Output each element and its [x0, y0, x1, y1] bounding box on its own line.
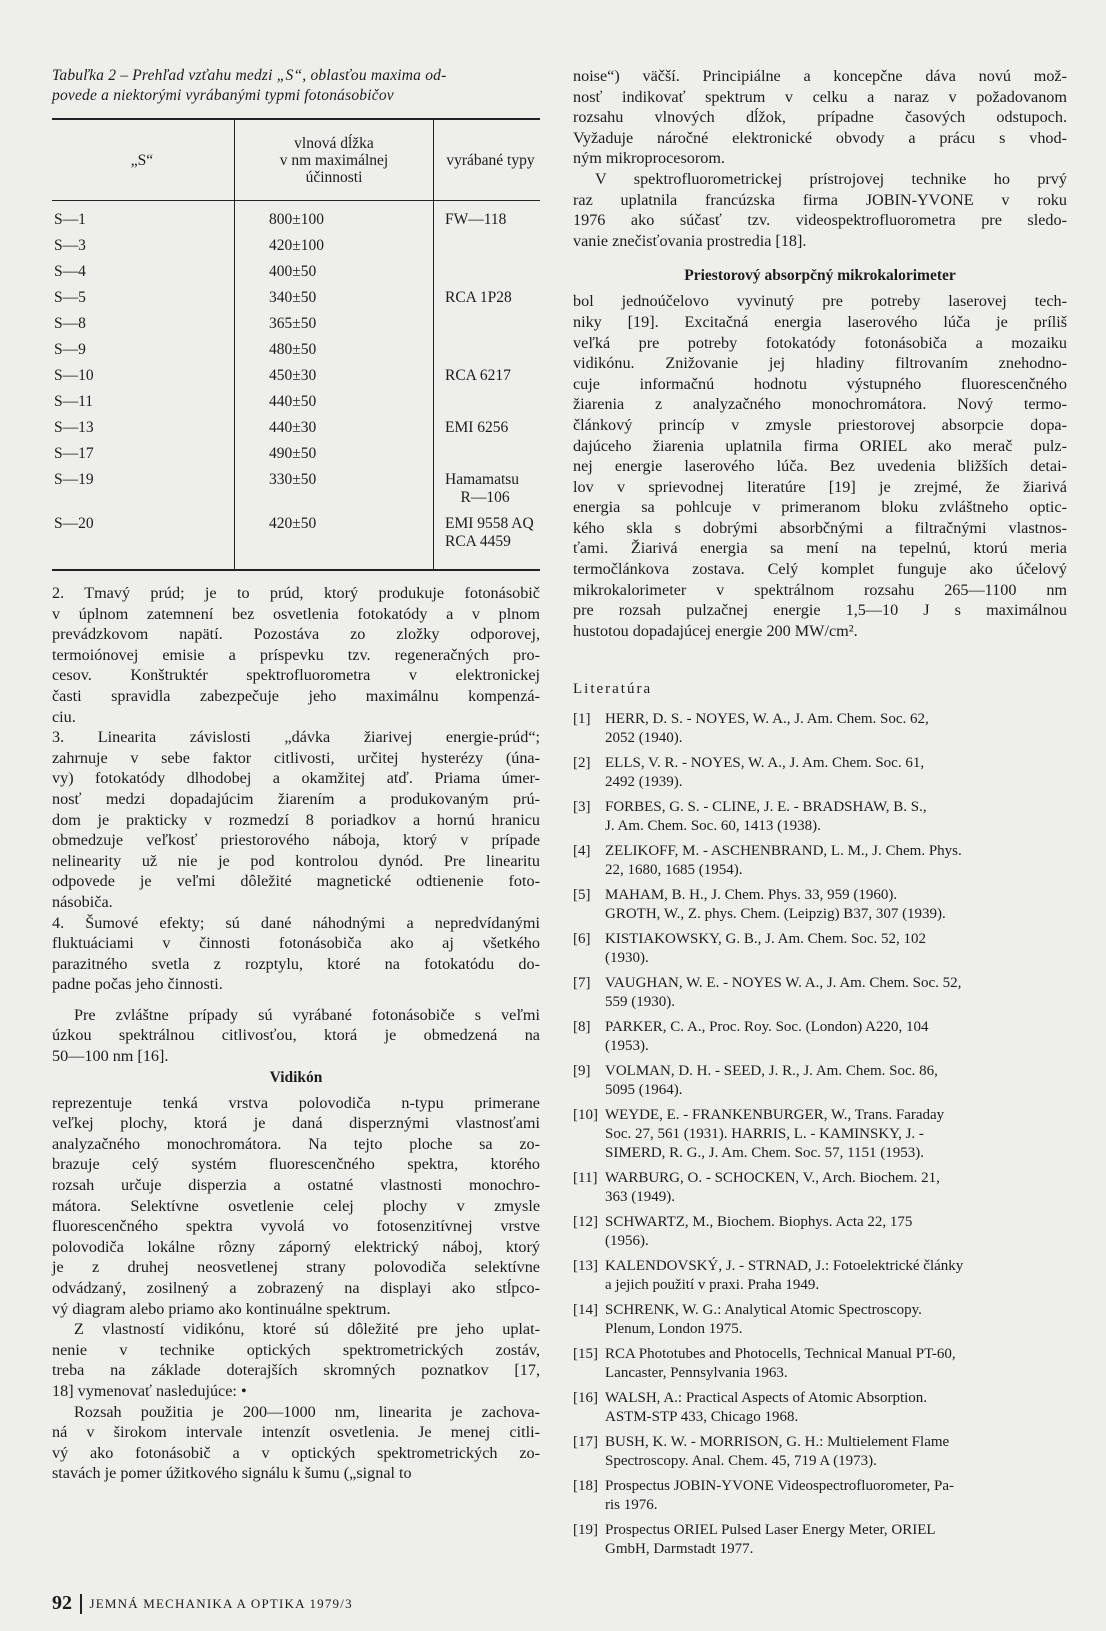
- reference-line: HERR, D. S. - NOYES, W. A., J. Am. Chem. Soc. 62,: [605, 711, 929, 728]
- paragraph: [52, 1093, 540, 1320]
- reference-line: ris 1976.: [605, 1497, 658, 1514]
- reference-line: SCHRENK, W. G.: Analytical Atomic Spectroscopy.: [605, 1302, 922, 1319]
- text-line: 1976 ako súčasť tzv. videospektrofluorometra pre sledo-: [573, 211, 1067, 230]
- reference-item: [573, 754, 1067, 792]
- text-line: cuje informačnú hodnotu výstupného fluorescenčného: [573, 374, 1067, 393]
- cell-s: S—13: [54, 419, 94, 436]
- cell-types: [434, 237, 541, 263]
- text-line: polovodiča lokálne rôzny záporný elektrický náboj, ktorý: [52, 1237, 540, 1256]
- vidikon-heading: Vidikón: [269, 1068, 323, 1086]
- cell-wavelength: 365±50: [235, 315, 434, 341]
- reference-item: [573, 798, 1067, 836]
- text-line: dajúceho žiarenia uplatnila firma ORIEL ako merač pulz-: [573, 436, 1067, 455]
- text-line: treba na základe doterajších skromných poznatkov [17,: [52, 1361, 540, 1380]
- cell-wavelength: 450±30: [235, 367, 434, 393]
- journal-title: JEMNÁ MECHANIKA A OPTIKA 1979/3: [89, 1595, 353, 1611]
- text-line: fluktuáciami v činnosti fotonásobiča ako aj všetkého: [52, 934, 540, 953]
- table-row: [52, 315, 540, 341]
- text-line: úzkou spektrálnou citlivosťou, ktorá je obmedzená na: [52, 1026, 540, 1045]
- text-line: parazitného svetla z rozptylu, ktoré na fotokatódu do-: [52, 954, 540, 973]
- reference-line: Lancaster, Pennsylvania 1963.: [605, 1365, 788, 1382]
- reference-text: [605, 1062, 1067, 1100]
- text-line: ciu.: [52, 707, 76, 726]
- text-line: veľká pre potreby fotokatódy fotonásobiča a mozaiku: [573, 333, 1067, 352]
- table-row: [52, 237, 540, 263]
- text-line: stavách je pomer úžitkového signálu k šumu („signal to: [52, 1464, 412, 1483]
- text-line: je z druhej neosvetlenej strany polovodiča selektívne: [52, 1258, 540, 1277]
- text-line: zahrnuje v sebe faktor citlivosti, určitej hysterézy (úna-: [52, 748, 540, 767]
- text-line: 2. Tmavý prúd; je to prúd, ktorý produkuje fotonásobič: [52, 584, 540, 602]
- table-header-types: vyrábané typy: [434, 119, 541, 201]
- text-line: raz uplatnila francúzska firma JOBIN-YVONE v roku: [573, 190, 1067, 209]
- text-line: nosť indikovať spektrum v celku a naraz v požadovanom: [573, 87, 1067, 106]
- paragraph: [573, 169, 1067, 251]
- cell-types: [434, 263, 541, 289]
- reference-number: [7]: [573, 975, 591, 992]
- reference-line: 22, 1680, 1685 (1954).: [605, 862, 743, 879]
- reference-number: [6]: [573, 931, 591, 948]
- reference-text: [605, 1521, 1067, 1559]
- paragraph: [52, 1005, 540, 1067]
- reference-item: [573, 710, 1067, 748]
- text-line: termočlánkova zostava. Celý komplet funguje ako účelový: [573, 560, 1067, 579]
- reference-number: [16]: [573, 1390, 598, 1407]
- right-column: [573, 66, 1067, 1565]
- cell-s: S—20: [52, 515, 235, 570]
- text-line: ným mikroprocesorom.: [573, 149, 725, 168]
- cell-types: EMI 9558 AQ RCA 4459: [434, 515, 541, 570]
- cell-types: EMI 6256: [445, 419, 509, 436]
- table-header-s: „S“: [52, 119, 235, 201]
- reference-line: Plenum, London 1975.: [605, 1321, 743, 1338]
- cell-s: S—1: [54, 211, 86, 228]
- reference-number: [3]: [573, 799, 591, 816]
- reference-text: [605, 1433, 1067, 1471]
- text-line: bol jednoúčelovo vyvinutý pre potreby laserovej tech-: [573, 292, 1067, 311]
- cell-types: RCA 1P28: [445, 289, 512, 306]
- reference-line: ZELIKOFF, M. - ASCHENBRAND, L. M., J. Chem. Phys.: [605, 843, 962, 860]
- reference-number: [11]: [573, 1170, 598, 1187]
- text-line: vy) fotokatódy dlhodobej a okamžitej atď. Priama úmer-: [52, 769, 540, 788]
- reference-item: [573, 1521, 1067, 1559]
- reference-line: FORBES, G. S. - CLINE, J. E. - BRADSHAW, B. S.,: [605, 799, 927, 816]
- reference-line: RCA Phototubes and Photocells, Technical Manual PT-60,: [605, 1346, 956, 1363]
- reference-line: a jejich použití v praxi. Praha 1949.: [605, 1277, 820, 1294]
- text-line: nelinearity už nie je pod kontrolou dynód. Pre linearitu: [52, 851, 540, 870]
- reference-text: [605, 886, 1067, 924]
- reference-number: [13]: [573, 1258, 598, 1275]
- reference-number: [4]: [573, 843, 591, 860]
- text-line: hustotou dopadajúcej energie 200 MW/cm².: [573, 621, 858, 640]
- reference-line: (1930).: [605, 950, 649, 967]
- reference-text: [605, 1389, 1067, 1427]
- text-line: Vyžaduje náročné elektronické obvody a prácu s vhod-: [573, 128, 1067, 147]
- table-row: [52, 289, 540, 315]
- text-line: žiarenia z analyzačného monochromátora. Nový termo-: [573, 395, 1067, 414]
- reference-line: ASTM-STP 433, Chicago 1968.: [605, 1409, 799, 1426]
- text-line: 3. Linearita závislosti „dávka žiarivej energie-prúd“;: [52, 728, 540, 747]
- reference-line: 5095 (1964).: [605, 1082, 683, 1099]
- photomultiplier-table: [52, 118, 540, 571]
- paragraph: [52, 913, 540, 995]
- text-line: mikrokalorimeter v spektrálnom rozsahu 265—1100 nm: [573, 580, 1067, 599]
- page-number: 92: [52, 1592, 72, 1614]
- text-line: nosť medzi dopadajúcim žiarením a produkovaným prú-: [52, 789, 540, 808]
- reference-line: WALSH, A.: Practical Aspects of Atomic Absorption.: [605, 1390, 928, 1407]
- text-line: kého skla s dobrými absorbčnými a filtračnými vlastnos-: [573, 518, 1067, 537]
- reference-text: [605, 754, 1067, 792]
- text-line: termoiónovej emisie a príspevku tzv. regeneračných pro-: [52, 645, 540, 664]
- caption-line: povede a niektorými vyrábanými typmi fotonásobičov: [52, 87, 394, 104]
- reference-text: [605, 798, 1067, 836]
- cell-wavelength: 420±50: [235, 515, 434, 570]
- text-line: vý diagram alebo priamo ako kontinuálne spektrum.: [52, 1299, 391, 1318]
- reference-number: [9]: [573, 1063, 591, 1080]
- text-line: vý ako fotonásobič a v optických spektrometrických zo-: [52, 1443, 540, 1462]
- reference-line: VAUGHAN, W. E. - NOYES W. A., J. Am. Chem. Soc. 52,: [605, 975, 962, 992]
- reference-line: GmbH, Darmstadt 1977.: [605, 1541, 754, 1558]
- text-line: padne počas jeho činnosti.: [52, 975, 223, 994]
- table-row: [52, 515, 540, 570]
- table-header-wavelength: vlnová dĺžka v nm maximálnej účinnosti: [235, 119, 434, 201]
- reference-text: [605, 1477, 1067, 1515]
- paragraph: [52, 583, 540, 727]
- reference-item: [573, 1018, 1067, 1056]
- reference-text: [605, 710, 1067, 748]
- cell-wavelength: 400±50: [235, 263, 434, 289]
- reference-text: [605, 930, 1067, 968]
- cell-s: S—5: [54, 289, 86, 306]
- reference-text: [605, 1213, 1067, 1251]
- table-caption: [52, 66, 540, 106]
- reference-item: [573, 1169, 1067, 1207]
- reference-line: J. Am. Chem. Soc. 60, 1413 (1938).: [605, 818, 821, 835]
- cell-wavelength: 800±100: [235, 201, 434, 238]
- table-row: [52, 445, 540, 471]
- reference-line: 363 (1949).: [605, 1189, 675, 1206]
- reference-item: [573, 1257, 1067, 1295]
- reference-line: ELLS, V. R. - NOYES, W. A., J. Am. Chem. Soc. 61,: [605, 755, 925, 772]
- paragraph: [573, 291, 1067, 641]
- cell-types: Hamamatsu R—106: [445, 471, 520, 506]
- left-text: [52, 583, 540, 1067]
- mikrokalorimeter-heading: Priestorový absorpčný mikrokalorimeter: [684, 267, 956, 285]
- reference-line: WARBURG, O. - SCHOCKEN, V., Arch. Biochem. 21,: [605, 1170, 940, 1187]
- text-line: časti spravidla zabezpečuje jeho maximálnu kompenzá-: [52, 686, 540, 705]
- text-line: energia sa pohlcuje v primeranom bloku zvláštneho optic-: [573, 498, 1067, 517]
- table-row: [52, 263, 540, 289]
- reference-item: [573, 1213, 1067, 1251]
- cell-s: S—10: [54, 367, 94, 384]
- reference-line: 2492 (1939).: [605, 774, 683, 791]
- text-line: cesov. Konštruktér spektrofluorometra v elektronickej: [52, 666, 540, 685]
- reference-number: [14]: [573, 1302, 598, 1319]
- reference-list: [573, 710, 1067, 1559]
- reference-line: 2052 (1940).: [605, 730, 683, 747]
- footer-divider: [80, 1594, 82, 1614]
- table-row: [52, 367, 540, 393]
- cell-wavelength: 440±30: [235, 419, 434, 445]
- cell-s: S—4: [54, 263, 86, 280]
- text-line: Z vlastností vidikónu, ktoré sú dôležité pre jeho uplat-: [74, 1320, 540, 1339]
- reference-item: [573, 1301, 1067, 1339]
- paragraph: [52, 727, 540, 912]
- reference-number: [15]: [573, 1346, 598, 1363]
- vidikon-text: [52, 1093, 540, 1484]
- paragraph: [573, 66, 1067, 169]
- table-row: [52, 341, 540, 367]
- cell-wavelength: 490±50: [235, 445, 434, 471]
- reference-number: [8]: [573, 1019, 591, 1036]
- reference-line: (1953).: [605, 1038, 649, 1055]
- reference-item: [573, 1106, 1067, 1163]
- reference-number: [10]: [573, 1107, 598, 1124]
- right-text: [573, 66, 1067, 251]
- reference-number: [18]: [573, 1478, 598, 1495]
- literature-heading: Literatúra: [573, 681, 653, 698]
- reference-line: Prospectus ORIEL Pulsed Laser Energy Meter, ORIEL: [605, 1522, 936, 1539]
- reference-item: [573, 930, 1067, 968]
- reference-text: [605, 1257, 1067, 1295]
- cell-types: [434, 341, 541, 367]
- paragraph: [52, 1319, 540, 1401]
- reference-number: [1]: [573, 711, 591, 728]
- text-line: nenie v technike optických spektrometrických zostáv,: [52, 1340, 540, 1359]
- reference-line: SCHWARTZ, M., Biochem. Biophys. Acta 22, 175: [605, 1214, 913, 1231]
- reference-line: BUSH, K. W. - MORRISON, G. H.: Multielement Flame: [605, 1434, 950, 1451]
- text-line: rozsahu vlnových dĺžok, prípadne časových odstupoch.: [573, 108, 1067, 127]
- mikrokalorimeter-text: [573, 291, 1067, 641]
- reference-text: [605, 1018, 1067, 1056]
- text-line: odpovede je veľmi dôležité magnetické odtienenie foto-: [52, 872, 540, 891]
- reference-item: [573, 1345, 1067, 1383]
- text-line: násobiča.: [52, 892, 113, 911]
- text-line: odvádzaný, zosilnený a zobrazený na displayi ako stĺpco-: [52, 1279, 540, 1297]
- text-line: nej energie laserového lúča. Bez uvedenia bližších detai-: [573, 457, 1067, 476]
- text-line: niky [19]. Excitačná energia laserového lúča je príliš: [573, 312, 1067, 331]
- reference-line: 559 (1930).: [605, 994, 675, 1011]
- cell-types: FW—118: [445, 211, 507, 228]
- reference-line: GROTH, W., Z. phys. Chem. (Leipzig) B37, 307 (1939).: [605, 906, 946, 923]
- text-line: 4. Šumové efekty; sú dané náhodnými a nepredvídanými: [52, 913, 540, 932]
- reference-text: [605, 1169, 1067, 1207]
- reference-line: Prospectus JOBIN-YVONE Videospectrofluorometer, Pa-: [605, 1478, 954, 1495]
- reference-line: Soc. 27, 561 (1931). HARRIS, L. - KAMINSKY, J. -: [605, 1126, 924, 1143]
- cell-s: S—9: [54, 341, 86, 358]
- cell-wavelength: 340±50: [235, 289, 434, 315]
- cell-types: [434, 393, 541, 419]
- page-footer: [52, 1592, 353, 1615]
- cell-types: [434, 445, 541, 471]
- cell-types: RCA 6217: [445, 367, 511, 384]
- reference-line: Spectroscopy. Anal. Chem. 45, 719 A (1973).: [605, 1453, 877, 1470]
- cell-s: S—11: [54, 393, 94, 410]
- cell-wavelength: 480±50: [235, 341, 434, 367]
- paragraph-gap: [52, 995, 540, 1005]
- text-line: vanie znečisťovania prostredia [18].: [573, 231, 807, 250]
- reference-text: [605, 842, 1067, 880]
- reference-line: MAHAM, B. H., J. Chem. Phys. 33, 959 (1960).: [605, 887, 898, 904]
- text-line: Pre zvláštne prípady sú vyrábané fotonásobiče s veľmi: [74, 1005, 540, 1024]
- text-line: V spektrofluorometrickej prístrojovej technike ho prvý: [595, 169, 1067, 188]
- caption-line: Tabuľka 2 – Prehľad vzťahu medzi „S“, oblasťou maxima od-: [52, 67, 447, 84]
- text-line: pre rozsah pulzačnej energie 1,5—10 J s maximálnou: [573, 601, 1067, 620]
- text-line: noise“) väčší. Principiálne a koncepčne dáva novú mož-: [573, 67, 1067, 85]
- reference-item: [573, 974, 1067, 1012]
- text-line: vidikónu. Znižovanie jej hladiny filtrovaním znehodno-: [573, 354, 1067, 373]
- cell-wavelength: 330±50: [235, 471, 434, 515]
- table-row: [52, 201, 540, 238]
- text-line: analyzačného monochromátora. Na tejto ploche sa zo-: [52, 1134, 540, 1153]
- table-row: [52, 393, 540, 419]
- paragraph: [52, 1402, 540, 1484]
- text-line: v úplnom zatemnení bez osvetlenia fotokatódy a v plnom: [52, 604, 540, 623]
- cell-types: [434, 315, 541, 341]
- reference-text: [605, 974, 1067, 1012]
- table-row: [52, 471, 540, 515]
- text-line: rozsah určuje disperzia a ostatné vlastnosti monochro-: [52, 1176, 540, 1195]
- cell-wavelength: 440±50: [235, 393, 434, 419]
- reference-line: KALENDOVSKÝ, J. - STRNAD, J.: Fotoelektrické články: [605, 1258, 964, 1275]
- reference-number: [17]: [573, 1434, 598, 1451]
- cell-s: S—19: [54, 471, 94, 488]
- table-row: [52, 419, 540, 445]
- cell-s: S—3: [54, 237, 86, 254]
- text-line: lov v sprievodnej literatúre [19] je zrejmé, že žiarivá: [573, 477, 1067, 496]
- text-line: článkový princíp v zmysle priestorovej absorpcie dopa-: [573, 415, 1067, 434]
- reference-item: [573, 1389, 1067, 1427]
- text-line: mátora. Selektívne osvetlenie celej plochy v zmysle: [52, 1196, 540, 1215]
- reference-line: (1956).: [605, 1233, 649, 1250]
- text-line: dom je prakticky v rozmedzí 8 poriadkov a hornú hranicu: [52, 810, 540, 829]
- reference-number: [2]: [573, 755, 591, 772]
- reference-text: [605, 1345, 1067, 1383]
- reference-item: [573, 1477, 1067, 1515]
- reference-line: SIMERD, R. G., J. Am. Chem. Soc. 57, 1151 (1953).: [605, 1145, 925, 1162]
- reference-line: VOLMAN, D. H. - SEED, J. R., J. Am. Chem. Soc. 86,: [605, 1063, 938, 1080]
- text-line: veľkej plochy, ktorá je daná disperznými vlastnosťami: [52, 1114, 540, 1133]
- reference-item: [573, 842, 1067, 880]
- reference-number: [19]: [573, 1522, 598, 1539]
- left-column: [52, 66, 540, 1484]
- text-line: prevádzkovom napätí. Pozostáva zo zložky odporovej,: [52, 625, 540, 644]
- reference-item: [573, 1062, 1067, 1100]
- reference-line: WEYDE, E. - FRANKENBURGER, W., Trans. Faraday: [605, 1107, 945, 1124]
- cell-s: S—8: [54, 315, 86, 332]
- reference-line: PARKER, C. A., Proc. Roy. Soc. (London) A220, 104: [605, 1019, 929, 1036]
- text-line: fluorescenčného spektra vyvolá vo fotosenzitívnej vrstve: [52, 1217, 540, 1236]
- text-line: Rozsah použitia je 200—1000 nm, linearita je zachova-: [74, 1402, 540, 1421]
- text-line: reprezentuje tenká vrstva polovodiča n-typu primerane: [52, 1093, 540, 1112]
- reference-line: KISTIAKOWSKY, G. B., J. Am. Chem. Soc. 52, 102: [605, 931, 926, 948]
- reference-number: [12]: [573, 1214, 598, 1231]
- cell-s: S—17: [54, 445, 94, 462]
- reference-text: [605, 1301, 1067, 1339]
- text-line: ná v širokom intervale intenzít osvetlenia. Je menej citli-: [52, 1423, 540, 1442]
- text-line: brazuje celý systém fluorescenčného spektra, ktorého: [52, 1155, 540, 1174]
- text-line: ťami. Žiarivá energia sa mení na tepelnú, ktorú meria: [573, 539, 1067, 558]
- text-line: 18] vymenovať nasledujúce: •: [52, 1381, 247, 1400]
- reference-text: [605, 1106, 1067, 1163]
- text-line: obmedzuje veľkosť priestorového náboja, ktorý v prípade: [52, 831, 540, 850]
- reference-item: [573, 1433, 1067, 1471]
- cell-wavelength: 420±100: [235, 237, 434, 263]
- reference-number: [5]: [573, 887, 591, 904]
- text-line: 50—100 nm [16].: [52, 1047, 169, 1066]
- reference-item: [573, 886, 1067, 924]
